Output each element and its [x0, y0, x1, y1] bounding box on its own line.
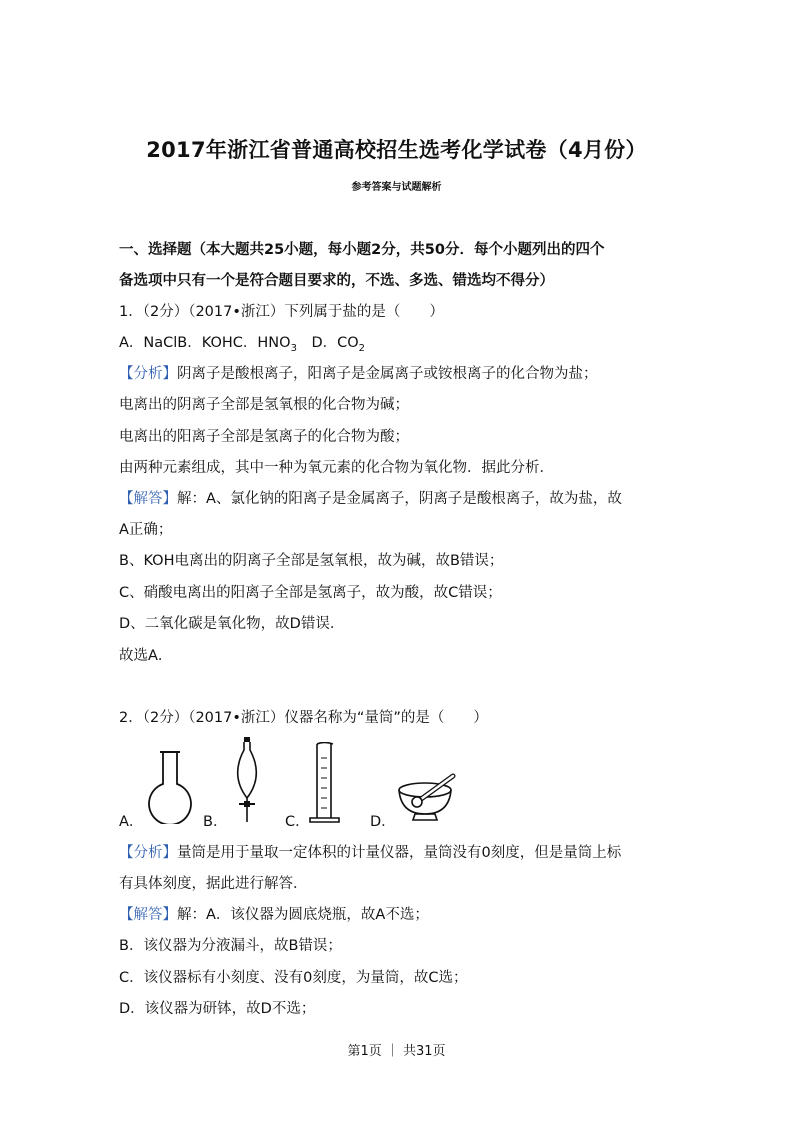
q2-answer-text-1: 解：A．该仪器为圆底烧瓶，故A不选；	[177, 907, 429, 923]
q1-answer-tag: 【解答】	[119, 491, 177, 507]
q2-answer-line-1	[119, 903, 429, 924]
q1-answer-line-5: D、二氧化碳是氧化物，故D错误．	[119, 616, 345, 632]
q2-analysis-text-1: 量筒是用于量取一定体积的计量仪器，量筒没有0刻度，但是量筒上标	[177, 845, 622, 861]
q2-option-c-label: C．	[285, 814, 310, 830]
q2-answer-line-3: C．该仪器标有小刻度、没有0刻度，为量筒，故C选；	[119, 970, 468, 986]
q1-analysis-line-4: 由两种元素组成，其中一种为氧元素的化合物为氧化物．据此分析．	[119, 460, 554, 476]
q1-answer-text-1: 解：A、氯化钠的阳离子是金属离子，阴离子是酸根离子，故为盐，故	[177, 491, 622, 507]
q1-analysis-line-2: 电离出的阴离子全部是氢氧根的化合物为碱；	[119, 397, 409, 413]
q1-stem: 1．（2分）（2017•浙江）下列属于盐的是（ ）	[119, 304, 444, 320]
q2-analysis-tag: 【分析】	[119, 845, 177, 861]
q1-answer-line-6: 故选A．	[119, 648, 173, 664]
q1-analysis-tag: 【分析】	[119, 366, 177, 382]
q2-stem: 2．（2分）（2017•浙江）仪器名称为“量筒”的是（ ）	[119, 710, 488, 726]
q2-answer-line-2: B．该仪器为分液漏斗，故B错误；	[119, 938, 342, 954]
q1-analysis-line-1	[119, 362, 598, 383]
q2-option-d-label: D．	[370, 814, 396, 830]
page-footer: 第1页 ｜ 共31页	[347, 1044, 446, 1059]
q1-answer-line-2: A正确；	[119, 522, 173, 538]
q2-options-row	[119, 736, 479, 830]
q1-answer-line-3: B、KOH电离出的阴离子全部是氢氧根，故为碱，故B错误；	[119, 553, 504, 569]
q1-options	[119, 331, 365, 352]
q1-analysis-line-3: 电离出的阳离子全部是氢离子的化合物为酸；	[119, 429, 409, 445]
q1-analysis-text-1: 阴离子是酸根离子，阳离子是金属离子或铵根离子的化合物为盐；	[177, 366, 598, 382]
q1-answer-line-1	[119, 487, 622, 508]
separatory-funnel-icon	[227, 736, 267, 824]
q2-answer-line-4: D．该仪器为研钵，故D不选；	[119, 1001, 316, 1017]
section-heading-line-2: 备选项中只有一个是符合题目要求的，不选、多选、错选均不得分）	[119, 273, 554, 289]
graduated-cylinder-icon	[307, 742, 345, 824]
q2-analysis-line-1	[119, 841, 621, 862]
q1-options-a-subscript: 3	[290, 343, 297, 354]
q2-option-b-label: B．	[203, 814, 228, 830]
q1-options-b: D．CO	[296, 335, 359, 351]
q1-options-b-subscript: 2	[358, 343, 366, 354]
q2-option-a-label: A．	[119, 814, 144, 830]
q1-options-a: A．NaClB．KOHC．HNO	[119, 335, 291, 351]
section-heading-line-1: 一、选择题（本大题共25小题，每小题2分，共50分．每个小题列出的四个	[119, 242, 605, 258]
page-subtitle: 参考答案与试题解析	[351, 182, 442, 193]
q1-answer-line-4: C、硝酸电离出的阳离子全部是氢离子，故为酸，故C错误；	[119, 585, 502, 601]
round-bottom-flask-icon	[143, 748, 197, 824]
mortar-and-pestle-icon	[395, 770, 465, 822]
q2-answer-tag: 【解答】	[119, 907, 177, 923]
page-title: 2017年浙江省普通高校招生选考化学试卷（4月份）	[146, 138, 647, 162]
q2-analysis-line-2: 有具体刻度，据此进行解答．	[119, 876, 308, 892]
